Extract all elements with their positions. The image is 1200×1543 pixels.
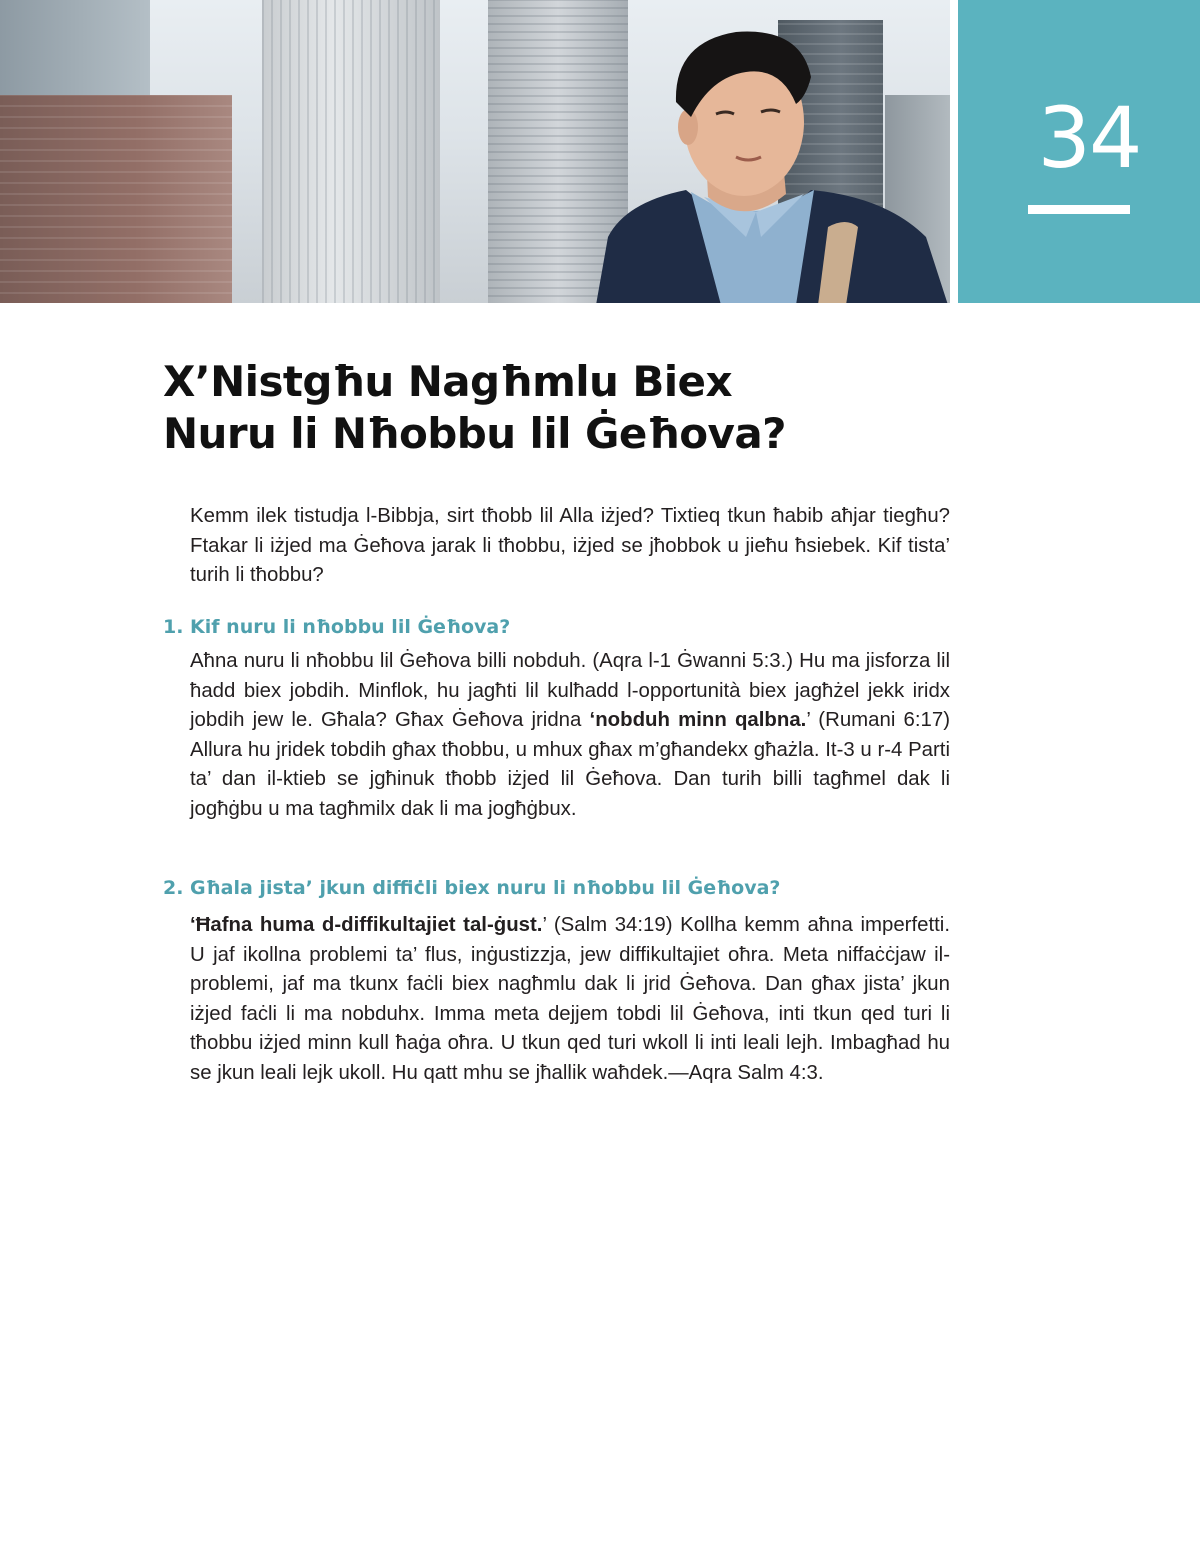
question-heading: 2. Għala jista’ jkun diffiċli biex nuru li nħobbu lil Ġeħova? [163, 877, 781, 899]
answer-text: Aħna nuru li nħobbu lil Ġeħova billi nobduh. (Aqra l-1 Ġwanni 5:3.) Hu ma jisforza lil ħadd biex jobdih. Minflok, hu jagħti lil kulħadd l-opportunità biex jagħżel jekk iridx jobdih jew le. Għala? Għax Ġeħova jridna [190, 650, 950, 732]
building [262, 0, 440, 303]
lesson-number-underline [1028, 205, 1130, 214]
man-portrait [596, 22, 948, 303]
lesson-number: 34 [1037, 89, 1141, 187]
answer-text: ’ (Rumani 6:17) Allura hu jridek tobdih għax tħobbu, u mhux għax m’għandekx għażla. It-3 u r-4 Parti ta’ dan il-ktieb se jgħinuk tħobb iżjed lil Ġeħova. Dan turih billi tagħmel dak li jogħġbu u ma tagħmilx dak li ma jogħġbux. [190, 709, 951, 820]
building [0, 95, 232, 303]
page-title-line: X’Nistgħu Nagħmlu Biex [163, 357, 732, 406]
scripture-quote: ‘nobduh minn qalbna. [589, 709, 807, 732]
answer-paragraph [190, 911, 950, 1089]
question-heading: 1. Kif nuru li nħobbu lil Ġeħova? [163, 616, 511, 638]
lesson-number-block [958, 0, 1200, 303]
intro-paragraph: Kemm ilek tistudja l-Bibbja, sirt tħobb lil Alla iżjed? Tixtieq tkun ħabib aħjar tiegħu? Ftakar li iżjed ma Ġeħova jarak li tħobbu, iżjed se jħobbok u jieħu ħsiebek. Kif tista’ turih li tħobbu? [190, 505, 950, 587]
answer-text: ’ (Salm 34:19) Kollha kemm aħna imperfetti. U jaf ikollna problemi ta’ flus, inġustizzja, jew diffikultajiet oħra. Meta niffaċċjaw il-problemi, jaf ma tkunx faċli biex nagħmlu dak li jrid Ġeħova. Dan għax jista’ jkun iżjed faċli li ma nobduhx. Imma meta dejjem tobdi lil Ġeħova, inti tkun qed turi li tħobbu iżjed minn kull ħaġa oħra. U tkun qed turi wkoll li inti leali lejh. Imbagħad hu se jkun leali lejk ukoll. Hu qatt mhu se jħallik waħdek.—Aqra Salm 4:3. [190, 914, 950, 1084]
answer-paragraph [190, 647, 950, 825]
scripture-quote: ‘Ħafna huma d-diffikultajiet tal-ġust. [190, 914, 543, 936]
page-title-line: Nuru li Nħobbu lil Ġeħova? [163, 409, 786, 458]
building [0, 0, 150, 110]
page-title [163, 356, 963, 460]
hero-photo [0, 0, 950, 303]
